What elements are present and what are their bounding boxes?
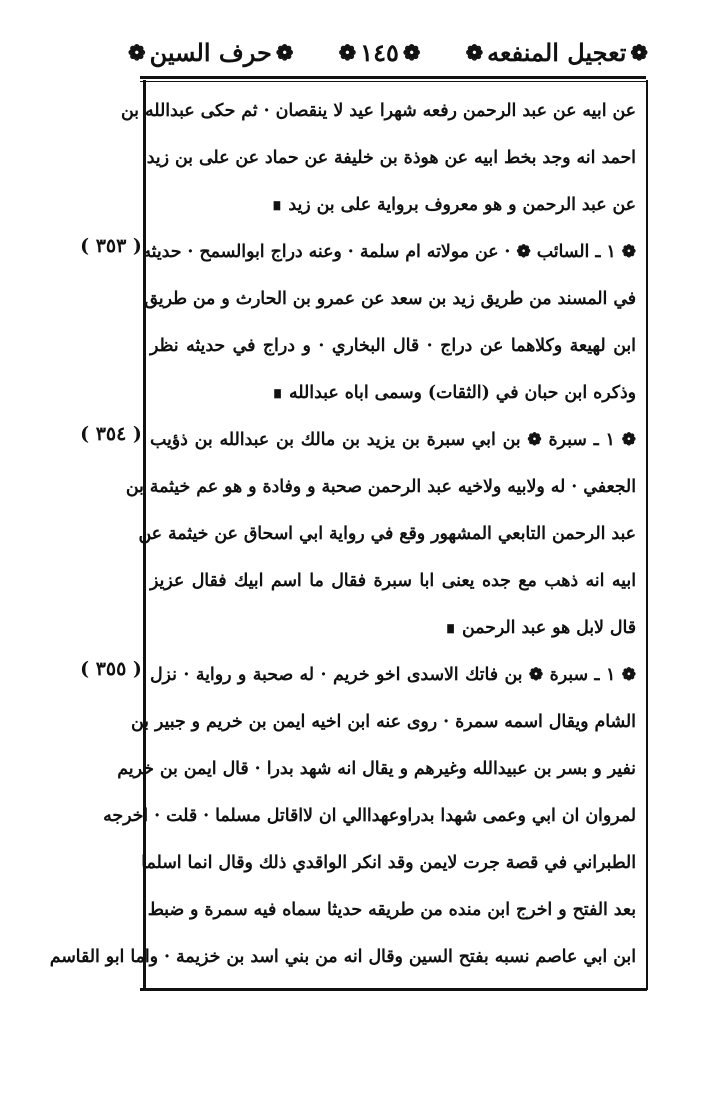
entry-index: ١ ـ [594,665,616,685]
entry-heading-line [150,652,636,699]
text-line: نفير و بسر بن عبيدالله وغيرهم و يقال انه شهد بدرا · قال ايمن بن خريم [117,759,636,779]
ornament-icon: ❁ [621,430,636,450]
ornament-icon: ❁ [465,39,484,65]
book-title: تعجيل المنفعه [487,37,627,67]
ornament-icon: ❁ [621,242,636,262]
ornament-icon: ❁ [402,39,421,65]
text-line: لمروان ان ابي وعمى شهدا بدراوعهداالي ان لااقاتل مسلما · قلت · اخرجه [103,806,636,826]
text-line: الجعفي · له ولابيه ولاخيه عبد الرحمن صحبة و وفادة و هو عم خيثمة بن [125,477,636,497]
text-line: عبد الرحمن التابعي المشهور وقع في رواية ابي اسحاق عن خيثمة عن [138,524,636,544]
ornament-icon: ❁ [275,39,294,65]
header-book-title-group [466,38,648,67]
ornament-icon: ❁ [516,242,531,262]
text-line: ابن ابي عاصم نسبه بفتح السين وقال انه من بني اسد بن خزيمة · واما ابو القاسم [49,947,636,967]
text-line: بعد الفتح و اخرج ابن منده من طريقه حديثا سماه فيه سمرة و ضبط [147,900,636,920]
ornament-icon: ❁ [528,665,544,685]
frame-right-rule [646,80,648,990]
text-line: الطبراني في قصة جرت لايمن وقد انكر الواقدي ذلك وقال انما اسلما [141,853,636,873]
text-line: الشام ويقال اسمه سمرة · روى عنه ابن اخيه ايمن بن خريم و جبير بن [131,712,636,732]
text-line: عن ابيه عن عبد الرحمن رفعه شهرا عيد لا ينقصان · ثم حكى عبدالله بن [120,101,636,121]
entry-number-353: ( ٣٥٣ ) [80,235,142,257]
entry-text: بن فاتك الاسدى اخو خريم · له صحبة و رواية · نزل [150,665,523,685]
frame-bottom-rule [140,988,647,991]
entry-354 [125,417,636,652]
entry-number-354: ( ٣٥٤ ) [80,423,142,445]
text-line: ابيه انه ذهب مع جده يعنى ابا سبرة فقال ما اسم ابيك فقال عزيز [150,571,636,591]
header-rule-thin [140,81,646,82]
text-line: ابن لهيعة وكلاهما عن دراج · قال البخاري · و دراج في حديثه نظر [150,336,636,356]
entry-heading-line [142,229,636,276]
entry-continuation [120,88,636,229]
ornament-icon: ❁ [527,430,542,450]
entry-title: السائب [536,242,590,262]
entry-index: ١ ـ [595,242,616,262]
entry-index: ١ ـ [593,430,615,450]
header-rule [140,76,646,79]
text-line: وذكره ابن حبان في (الثقات) وسمى اباه عبدالله ∎ [272,383,636,403]
header-page-number-group [339,38,421,67]
text-line: احمد انه وجد بخط ابيه عن هوذة بن خليفة عن حماد عن على بن زيد [146,148,636,168]
ornament-icon: ❁ [338,39,357,65]
page-number: ١٤٥ [360,37,399,67]
text-line: قال لابل هو عبد الرحمن ∎ [445,618,636,638]
entry-number-355: ( ٣٥٥ ) [80,658,142,680]
entry-title: سبرة [549,665,588,685]
entry-heading-line [150,417,636,464]
entry-text: · عن مولاته ام سلمة · وعنه دراج ابوالسمح · حديثه [142,242,511,262]
page-header [128,30,648,74]
entry-353 [142,229,636,417]
text-line: في المسند من طريق زيد بن سعد عن عمرو بن الحارث و من طريق [144,289,636,309]
text-line: عن عبد الرحمن و هو معروف برواية على بن زيد ∎ [271,195,636,215]
header-section-title-group [128,38,293,67]
section-title: حرف السين [149,37,272,67]
entry-title: سبرة [548,430,587,450]
entry-text: بن ابي سبرة بن يزيد بن مالك بن عبدالله بن ذؤيب [150,430,521,450]
ornament-icon: ❁ [621,665,636,685]
ornament-icon: ❁ [630,39,648,65]
ornament-icon: ❁ [128,39,146,65]
